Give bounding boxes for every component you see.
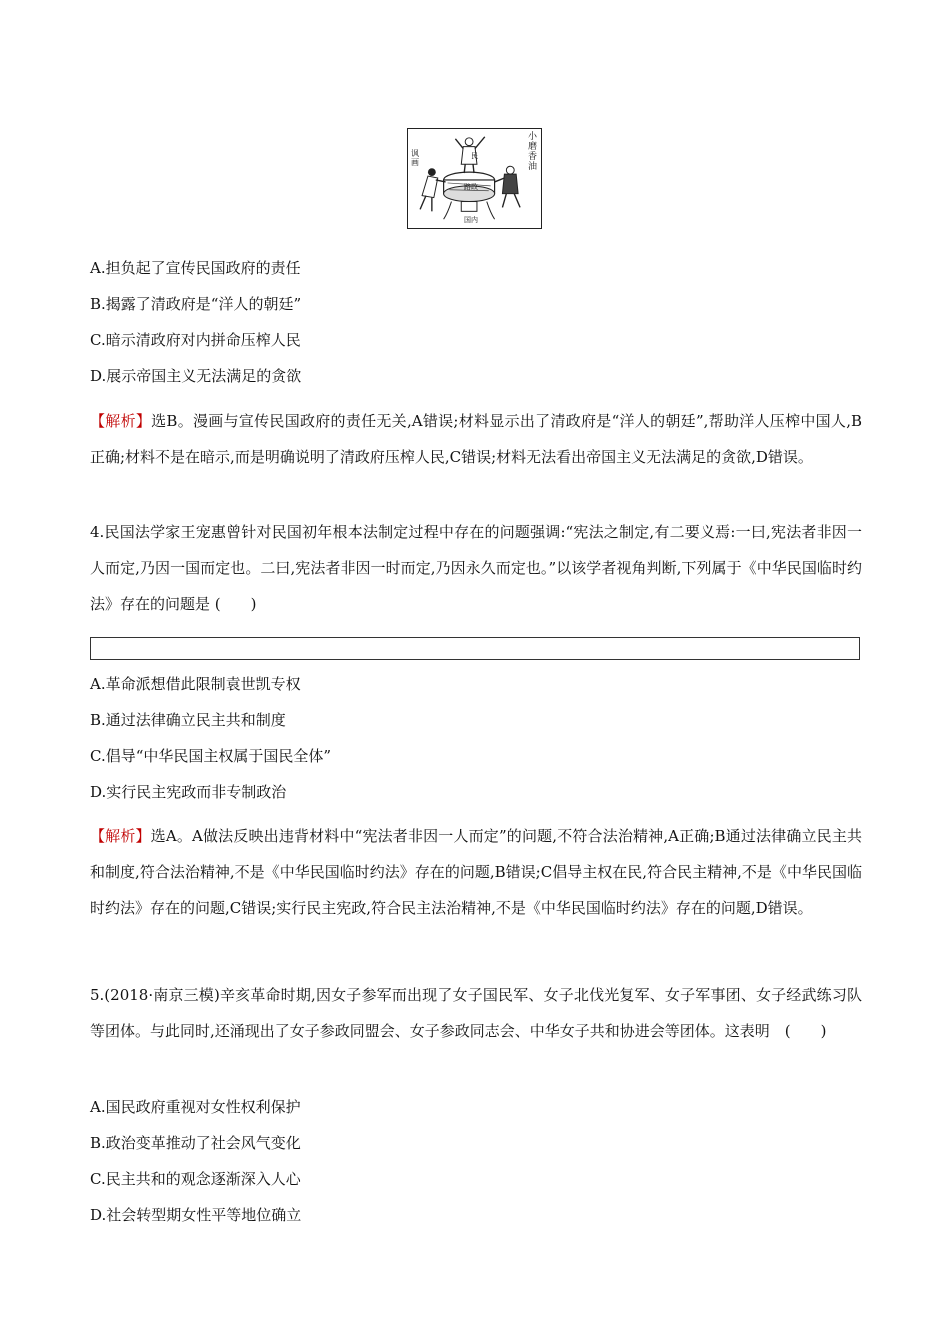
q4-analysis-text: 选A。A做法反映出违背材料中“宪法者非因一人而定”的问题,不符合法治精神,A正确;B通过法律确立民主共和制度,符合法治精神,不是《中华民国临时约法》存在的问题,B错误;C倡导主权在民,符合民主精神,不是《中华民国临时约法》存在的问题,C错误;实行民主宪政,符合民主法治精神,不是《中华民国临时约法》存在的问题,D错误。 <box>90 827 862 917</box>
q5-option-b: B.政治变革推动了社会风气变化 <box>90 1134 301 1152</box>
q3-analysis-tag: 【解析】 <box>90 412 152 430</box>
q5-option-a: A.国民政府重视对女性权利保护 <box>90 1098 301 1116</box>
q3-option-a: A.担负起了宣传民国政府的责任 <box>90 259 301 277</box>
q3-analysis <box>90 403 862 475</box>
q4-option-c: C.倡导“中华民国主权属于国民全体” <box>90 747 332 765</box>
q5-stem: 5.(2018·南京三模)辛亥革命时期,因女子参军而出现了女子国民军、女子北伐光复军、女子军事团、女子经武练习队等团体。与此同时,还涌现出了女子参政同盟会、女子参政同志会、中华女子共和协进会等团体。这表明 ( ) <box>90 986 862 1040</box>
cartoon-side-label-right: 小磨香油 <box>528 132 538 172</box>
q4-option-a: A.革命派想借此限制袁世凯专权 <box>90 675 301 693</box>
q3-option-b: B.揭露了清政府是“洋人的朝廷” <box>90 295 302 313</box>
q3-option-d: D.展示帝国主义无法满足的贪欲 <box>90 367 302 385</box>
q5-option-d: D.社会转型期女性平等地位确立 <box>90 1206 302 1224</box>
q4-analysis-tag: 【解析】 <box>90 827 151 845</box>
cartoon-label-bottom: 国内 <box>464 216 478 224</box>
cartoon-drawing <box>408 129 541 228</box>
q4-option-d: D.实行民主宪政而非专制政治 <box>90 783 287 801</box>
q3-analysis-text: 选B。漫画与宣传民国政府的责任无关,A错误;材料显示出了清政府是“洋人的朝廷”,帮助洋人压榨中国人,B正确;材料不是在暗示,而是明确说明了清政府压榨人民,C错误;材料无法看出帝国主义无法满足的贪欲,D错误。 <box>90 412 862 466</box>
q4-stem: 4.民国法学家王宠惠曾针对民国初年根本法制定过程中存在的问题强调:“宪法之制定,有二要义焉:一曰,宪法者非因一人而定,乃因一国而定也。二曰,宪法者非因一时而定,乃因永久而定也。”以该学者视角判断,下列属于《中华民国临时约法》存在的问题是 ( ) <box>90 523 862 613</box>
cartoon-side-label-left: 讽画 <box>411 149 419 167</box>
cartoon-label-top: 民 <box>471 152 478 160</box>
q3-option-c: C.暗示清政府对内拼命压榨人民 <box>90 331 301 349</box>
cartoon-label-mid: 路政 <box>464 183 478 191</box>
cartoon-illustration <box>407 128 542 229</box>
q4-analysis <box>90 818 862 926</box>
q5-option-c: C.民主共和的观念逐渐深入人心 <box>90 1170 301 1188</box>
q4-option-b: B.通过法律确立民主共和制度 <box>90 711 286 729</box>
answer-box <box>90 637 860 660</box>
